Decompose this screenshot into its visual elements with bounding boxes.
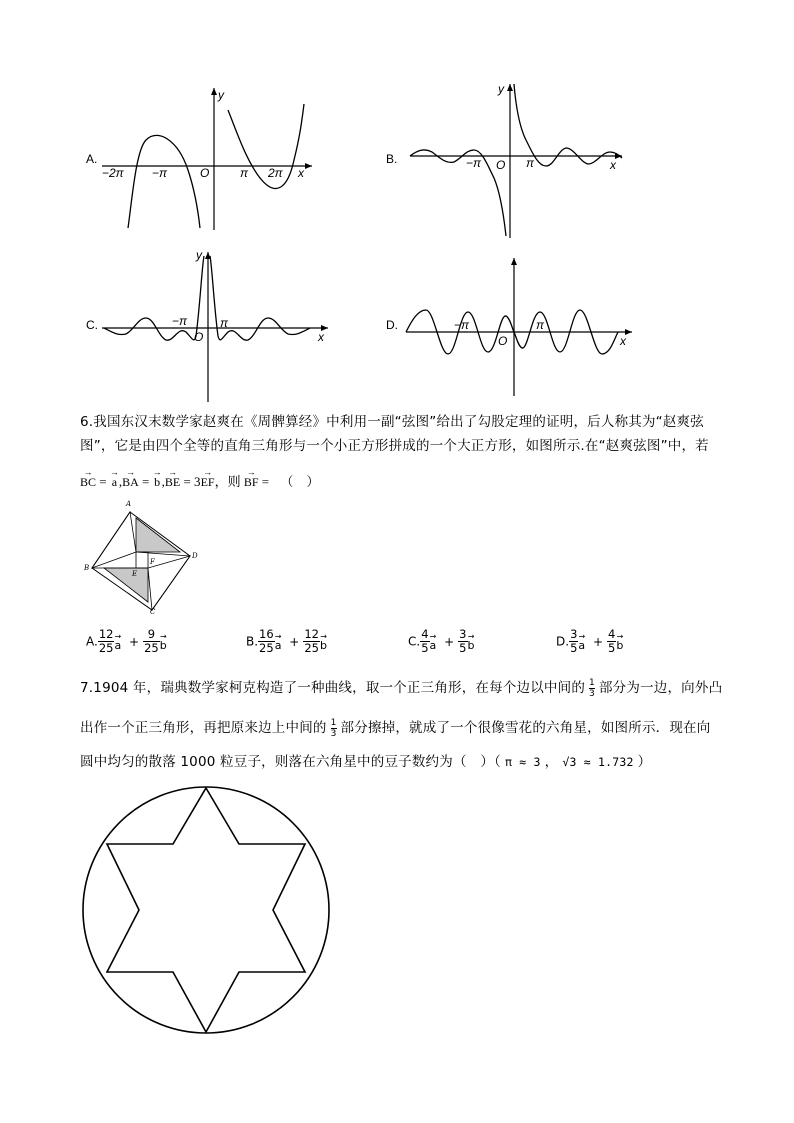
- vector-b: → b: [152, 467, 162, 489]
- x-label: x: [318, 330, 324, 344]
- pi-approx: π ≈ 3: [505, 755, 541, 769]
- tick-label: π: [220, 316, 229, 330]
- graph-c: [80, 246, 335, 404]
- q7-line2: 出作一个正三角形，再把原来边上中间的 $\frac{1}{3}$ 部分擦掉，就成了一个很像雪花的六角星，如图所示．现在向: [80, 717, 711, 739]
- tick-label: −π: [152, 166, 168, 180]
- sqrt3-approx: √3 ≈ 1.732: [562, 755, 634, 769]
- q6-line2: 图”，它是由四个全等的直角三角形与一个小正方形拼成的一个大正方形，如图所示.在“赵爽弦图”中，若: [80, 438, 709, 454]
- tick-label: −π: [466, 156, 482, 170]
- graph-d-svg: [380, 254, 640, 399]
- tick-label: −π: [172, 314, 188, 328]
- q6-line1: 6.我国东汉末数学家赵爽在《周髀算经》中利用一副“弦图”给出了勾股定理的证明，后人称其为“赵爽弦: [80, 414, 704, 430]
- q7-line1: 7.1904 年，瑞典数学家柯克构造了一种曲线，取一个正三角形，在每个边以中间的 $\frac{1}{3}$ 部分为一边，向外凸: [80, 677, 723, 699]
- outer-circle: [83, 787, 329, 1033]
- q6-option-b[interactable]: B. $\frac{16}{25}$ → a + $\frac{12}{25}$ → b: [246, 627, 327, 655]
- vector-a: → a: [109, 467, 119, 489]
- vector-bf: → BF: [243, 467, 259, 489]
- q6-option-c[interactable]: C. $\frac{4}{5}$ → a + $\frac{3}{5}$ → b: [408, 627, 475, 655]
- q7-line3: 圆中均匀的散落 1000 粒豆子，则落在六角星中的豆子数约为（ ）（ π ≈ 3 ， √3 ≈ 1.732 ）: [80, 754, 652, 770]
- q6-condition: → BC = → a , → BA = → b , → BE = 3 → EF ，则 → BF = （ ）: [80, 467, 320, 489]
- y-arrow: [507, 84, 513, 91]
- y-arrow: [211, 88, 217, 95]
- label-d: D: [192, 552, 198, 560]
- x-label: x: [298, 166, 304, 180]
- q6-option-a[interactable]: A. $\frac{12}{25}$ → a + $\frac{9}{25}$ → b: [86, 627, 167, 655]
- shaded-triangle-bottom: [104, 568, 148, 602]
- shaded-triangle-top: [136, 518, 180, 552]
- zhao-shuang-svg: [84, 506, 204, 616]
- x-arrow: [625, 329, 632, 335]
- y-label: y: [218, 88, 224, 102]
- graph-d: [380, 254, 640, 399]
- graph-a: [80, 80, 320, 240]
- origin-label: O: [194, 330, 204, 344]
- option-label: D.: [386, 318, 398, 332]
- y-label: y: [498, 82, 504, 96]
- origin-label: O: [496, 158, 506, 172]
- y-label: y: [196, 248, 202, 262]
- vector-ba: → BA: [122, 467, 139, 489]
- tick-label: 2π: [268, 166, 283, 180]
- q6-option-d[interactable]: D. $\frac{3}{5}$ → a + $\frac{4}{5}$ → b: [556, 627, 624, 655]
- q6-text: [80, 410, 740, 458]
- label-b: B: [84, 564, 90, 572]
- origin-label: O: [498, 334, 508, 348]
- x-label: x: [620, 334, 626, 348]
- tick-label: π: [536, 318, 545, 332]
- origin-label: O: [200, 166, 210, 180]
- zhao-shuang-figure: [84, 500, 204, 616]
- triangle-left: [92, 512, 136, 568]
- curve-left: [128, 135, 200, 228]
- six-pointed-star: [107, 788, 305, 1032]
- tick-label: −π: [454, 318, 470, 332]
- graph-b: [380, 78, 630, 243]
- tick-label: −2π: [102, 166, 124, 180]
- koch-star-svg: [80, 786, 332, 1036]
- label-a: A: [126, 500, 132, 508]
- label-c: C: [150, 608, 156, 616]
- inner-square: [136, 552, 148, 568]
- y-arrow: [511, 258, 517, 265]
- vector-bc: → BC: [80, 467, 97, 489]
- koch-star-figure: [80, 786, 332, 1036]
- curve-right: [514, 84, 622, 166]
- x-arrow: [305, 163, 312, 169]
- tick-label: π: [240, 166, 249, 180]
- tick-label: π: [526, 156, 535, 170]
- vector-be: → BE: [164, 467, 181, 489]
- label-f: F: [150, 558, 155, 566]
- option-label: B.: [386, 152, 398, 166]
- option-label: C.: [86, 318, 98, 332]
- graph-a-svg: [80, 80, 320, 240]
- vector-ef: → EF: [200, 467, 215, 489]
- option-label: A.: [86, 152, 98, 166]
- x-label: x: [610, 158, 616, 172]
- label-e: E: [132, 570, 138, 578]
- curve-left: [410, 150, 506, 236]
- graph-c-svg: [80, 246, 335, 404]
